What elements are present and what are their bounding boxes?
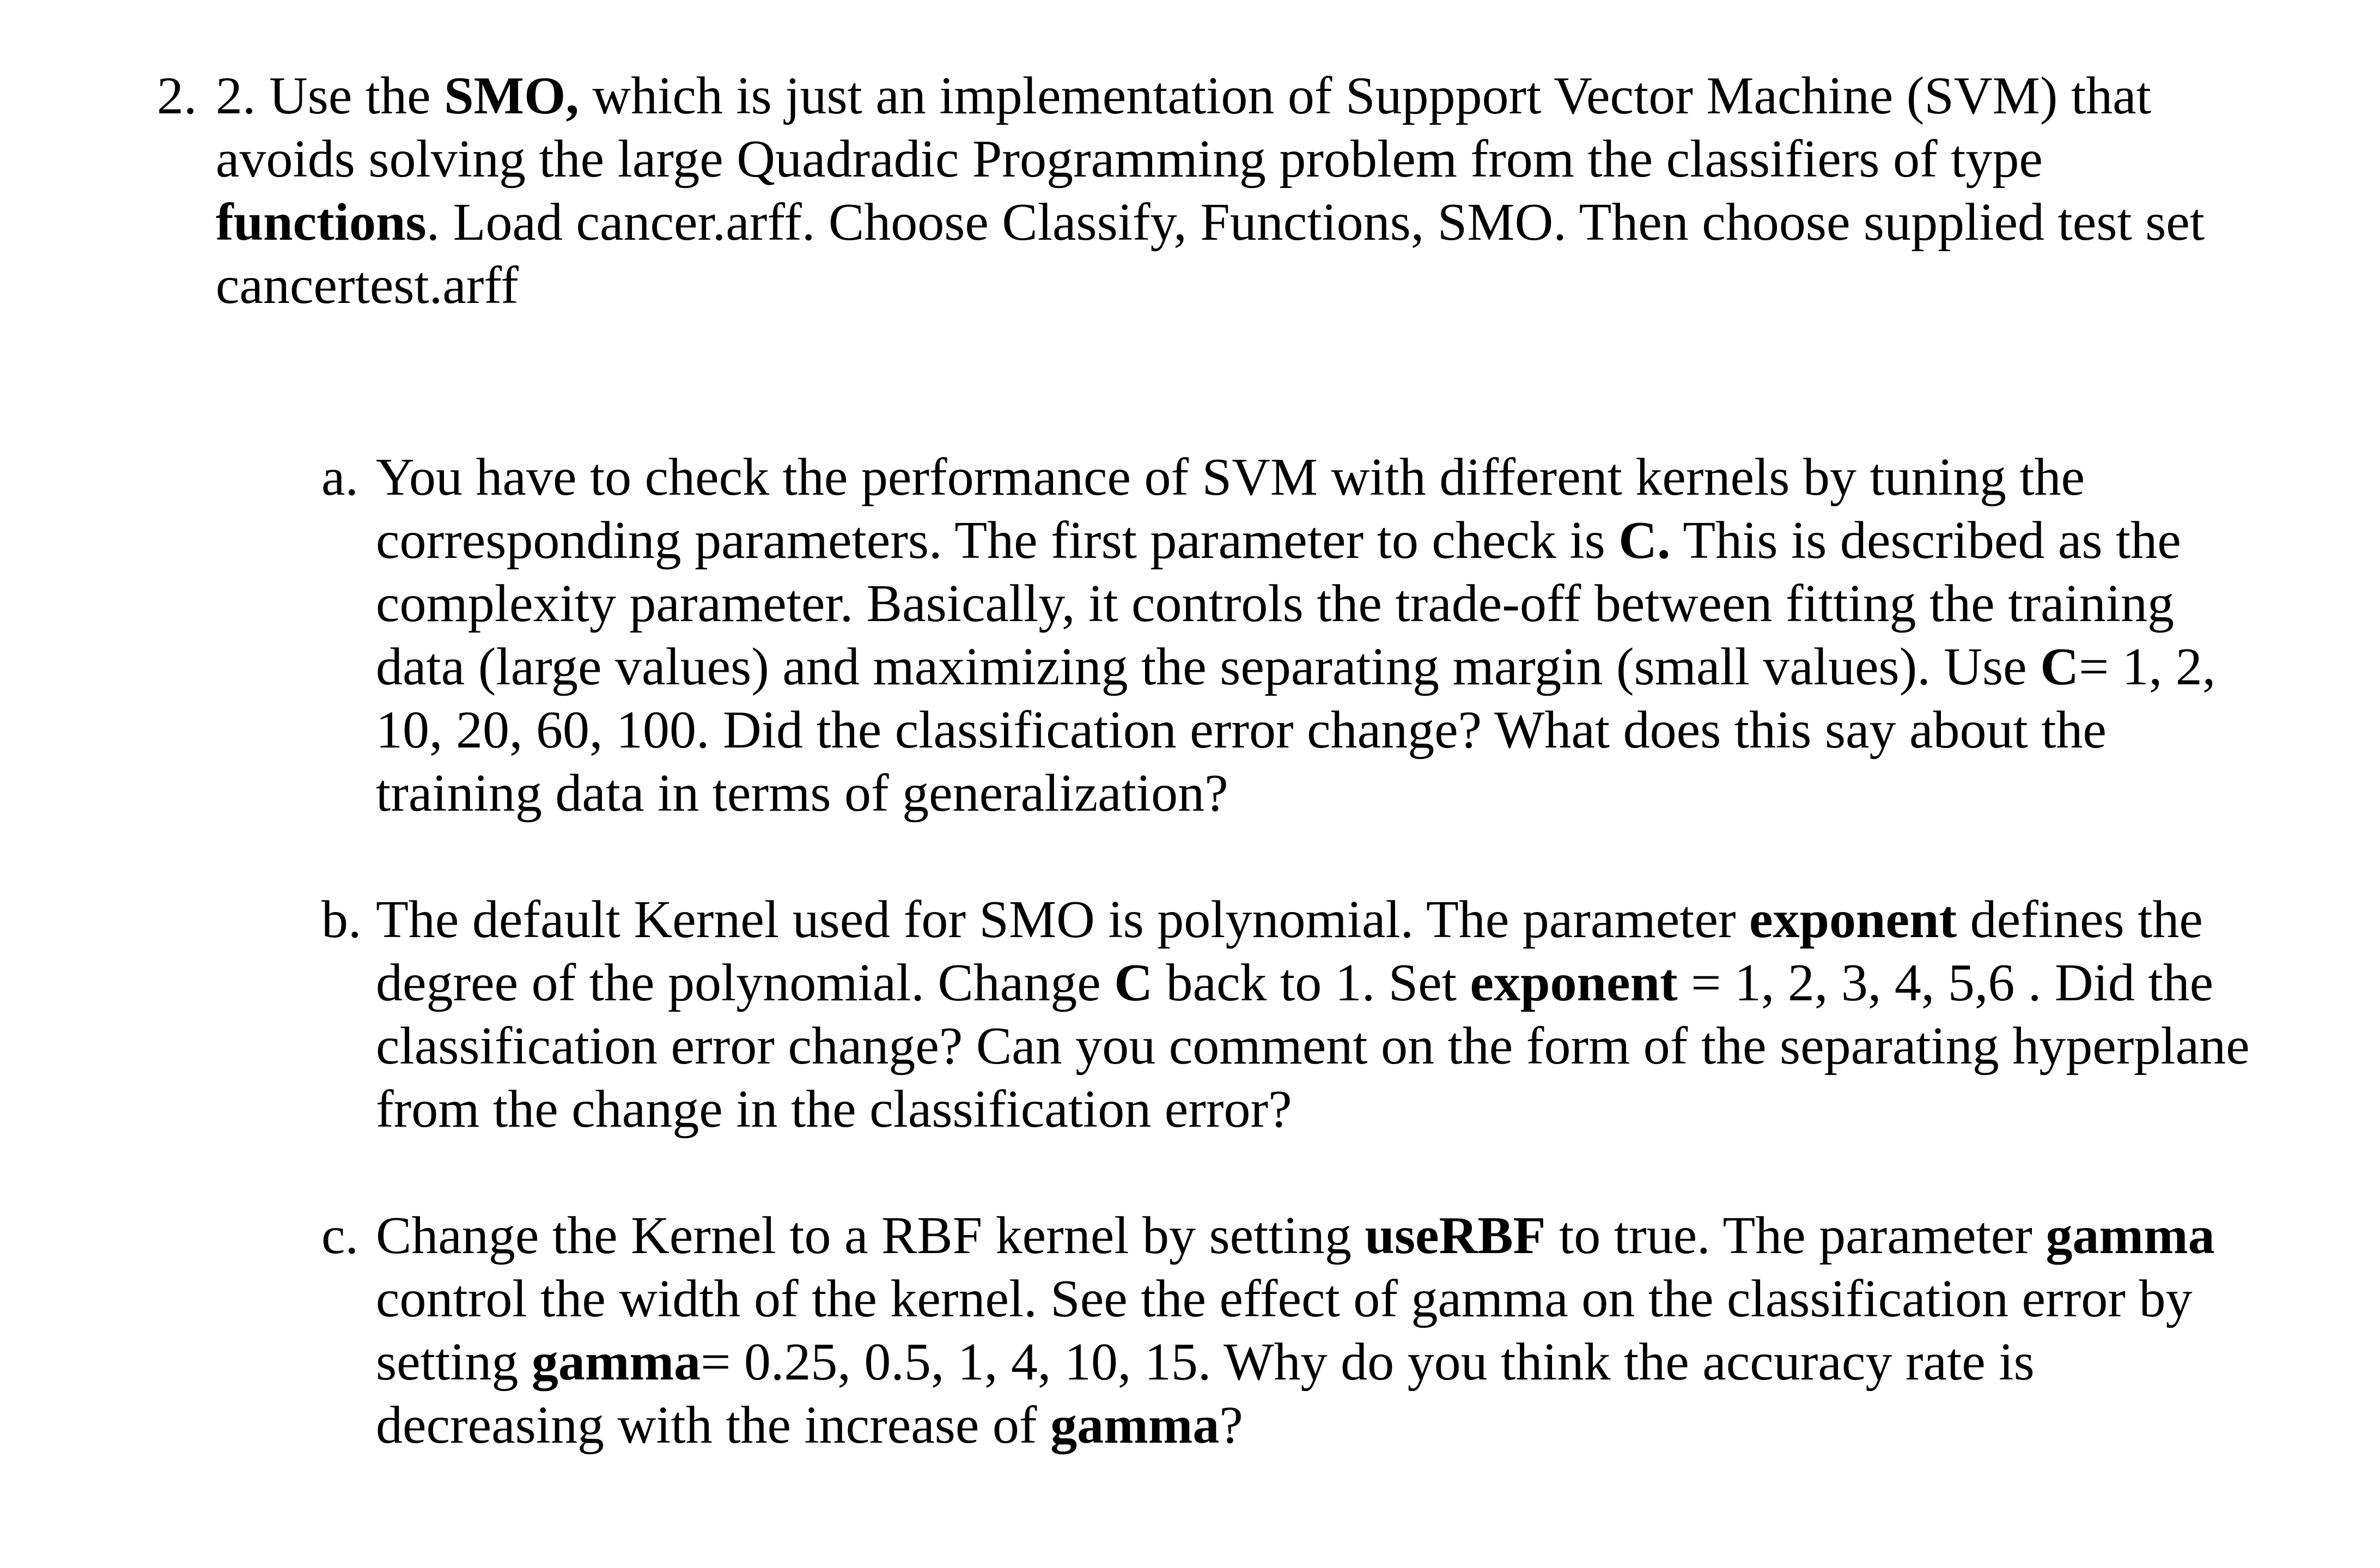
text-bold: C. [1618,511,1671,570]
question-text-run: . Load cancer.arff. Choose Classify, Functions, SMO. Then choose supplied test set cancertest.arff [216,193,2205,315]
text-run: = 1, 2, 10, 20, 60, 100. Did the classification error change? What does this say about the training data in terms of generalization? [376,637,2216,823]
text-run: defines the degree of the polynomial. Change [376,890,2203,1012]
question-number: 2. [157,66,197,125]
text-run: This is described as the complexity parameter. Basically, it controls the trade-off between fitting the training data (large values) and maximizing the separating margin (small values). Use [376,511,2181,696]
text-bold: gamma [531,1333,701,1391]
question-text-run: 2. Use the [216,66,445,125]
text-run: back to 1. Set [1153,953,1470,1012]
question-text-bold: SMO, [444,66,579,125]
subquestion-letter: a. [321,448,358,507]
question-text-run: which is just an implementation of Suppport Vector Machine (SVM) that avoids solving the large Quadradic Programming problem from the classifiers of type [216,66,2151,189]
question-text [157,64,2260,317]
text-bold: gamma [1050,1396,1220,1455]
text-run: The default Kernel used for SMO is polynomial. The parameter [376,890,1749,949]
subquestion-a [321,446,2261,825]
text-bold: exponent [1749,890,1957,949]
text-bold: exponent [1470,953,1678,1012]
text-run: = 0.25, 0.5, 1, 4, 10, 15. Why do you think the accuracy rate is decreasing with the increase of [376,1333,2035,1455]
text-run: to true. The parameter [1545,1206,2046,1265]
text-bold: useRBF [1365,1206,1546,1265]
text-bold: C [2040,637,2079,696]
subquestion-b [321,888,2261,1141]
text-bold: gamma [2046,1206,2215,1265]
text-run: ? [1219,1396,1243,1455]
subquestion-letter: c. [321,1206,358,1265]
text-run: Change the Kernel to a RBF kernel by setting [376,1206,1365,1265]
question-2 [157,64,2260,317]
text-run: You have to check the performance of SVM with different kernels by tuning the corresponding parameters. The first parameter to check is [376,448,2085,570]
subquestion-c [321,1204,2261,1457]
text-run: = 1, 2, 3, 4, 5,6 . Did the classification error change? Can you comment on the form of the separating hyperplane from the change in the classification error? [376,953,2250,1139]
question-text-bold: functions [216,193,427,252]
subquestion-letter: b. [321,890,362,949]
text-run: control the width of the kernel. See the effect of gamma on the classification error by setting [376,1269,2193,1391]
subquestion-text [321,446,2261,825]
subquestion-text [321,888,2261,1141]
subquestion-text [321,1204,2261,1457]
text-bold: C [1114,953,1153,1012]
